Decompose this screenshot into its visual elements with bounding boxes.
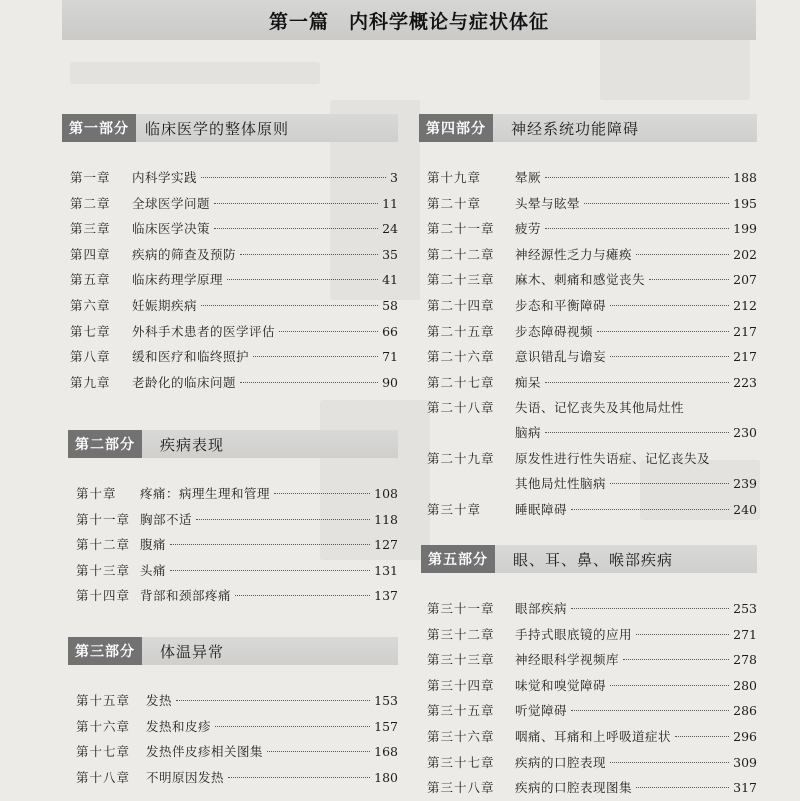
chapter-label: 第二十二章: [427, 246, 495, 262]
page-title: 第一篇 内科学概论与症状体征: [268, 10, 549, 33]
chapter-label: 第三十七章: [427, 754, 495, 770]
chapter-title: 咽痛、耳痛和上呼吸道症状: [515, 728, 672, 744]
page-number: 217: [733, 323, 757, 339]
toc-entry[interactable]: [419, 370, 757, 396]
toc-entry[interactable]: [68, 583, 398, 609]
section-part-2: [68, 430, 398, 615]
chapter-title: 内科学实践: [132, 170, 198, 185]
chapter-title: 疼痛：病理生理和管理: [140, 486, 271, 501]
page-number: 317: [733, 780, 757, 796]
chapter-label: 第二十四章: [427, 297, 495, 313]
dot-leader: [214, 203, 378, 204]
toc-entry[interactable]: [62, 191, 398, 217]
section-part-1: [62, 114, 398, 404]
chapter-title: 神经源性乏力与瘫痪: [515, 246, 633, 262]
dot-leader: [571, 509, 729, 510]
chapter-title-line2: [515, 420, 757, 446]
page-number: 118: [374, 511, 398, 527]
toc-entry[interactable]: [62, 293, 398, 319]
page-number: 195: [733, 195, 757, 211]
toc-entry[interactable]: [421, 750, 757, 776]
dot-leader: [227, 279, 378, 280]
chapter-title: 腹痛: [140, 537, 167, 553]
chapter-label: 第三十一章: [427, 601, 495, 616]
toc-entry[interactable]: [419, 216, 757, 242]
page-title-bar: [62, 0, 756, 40]
chapter-label: 第九章: [70, 374, 111, 390]
chapter-label: 第十三章: [76, 562, 131, 578]
chapter-title: 妊娠期疾病: [132, 297, 198, 313]
section-header: [419, 114, 757, 142]
dot-leader: [274, 493, 370, 494]
dot-leader: [545, 382, 729, 383]
toc-entry[interactable]: [419, 319, 757, 345]
toc-entry[interactable]: [68, 481, 398, 507]
chapter-title: 疾病的口腔表现图集: [515, 780, 633, 796]
chapter-label: 第七章: [70, 323, 111, 339]
page-number: 66: [382, 323, 398, 339]
part-tag: 第五部分: [421, 545, 495, 573]
page-number: 271: [733, 626, 757, 642]
toc-entry[interactable]: [421, 622, 757, 648]
chapter-label: 第十八章: [76, 769, 131, 785]
page-number: 180: [374, 769, 398, 785]
dot-leader: [636, 787, 729, 788]
chapter-title-continued: 其他局灶性脑病: [515, 476, 607, 492]
dot-leader: [228, 777, 370, 778]
part-tag: 第四部分: [419, 114, 493, 142]
dot-leader: [636, 634, 729, 635]
section-header: [68, 430, 398, 458]
chapter-title: 味觉和嗅觉障碍: [515, 677, 607, 693]
page-number: 168: [374, 744, 398, 760]
dot-leader: [240, 254, 378, 255]
part-tag: 第一部分: [62, 114, 136, 142]
chapter-label: 第二十六章: [427, 349, 495, 365]
toc-entry[interactable]: [421, 673, 757, 699]
page-number: 280: [733, 677, 757, 693]
chapter-label: 第四章: [70, 246, 111, 262]
dot-leader: [215, 726, 370, 727]
dot-leader: [636, 254, 729, 255]
toc-list: [68, 688, 398, 790]
chapter-label: 第三十二章: [427, 626, 495, 642]
chapter-label: 第二十章: [427, 195, 482, 211]
chapter-title: 发热伴皮疹相关图集: [146, 744, 264, 760]
chapter-title: 临床药理学原理: [132, 272, 224, 288]
dot-leader: [623, 659, 729, 660]
chapter-title: 麻木、刺痛和感觉丧失: [515, 272, 646, 288]
chapter-label: 第十七章: [76, 744, 131, 760]
toc-entry[interactable]: [419, 165, 757, 191]
toc-entry[interactable]: [62, 267, 398, 293]
chapter-title: 全球医学问题: [132, 195, 211, 211]
chapter-title: 痴呆: [515, 374, 542, 390]
toc-entry[interactable]: [421, 647, 757, 673]
page-number: 90: [382, 374, 398, 390]
section-header: [68, 637, 398, 665]
page-number: 278: [733, 652, 757, 668]
chapter-title: 不明原因发热: [146, 769, 225, 785]
chapter-title: 疾病的筛查及预防: [132, 246, 237, 262]
page-number: 309: [733, 754, 757, 770]
section-part-3: [68, 637, 398, 797]
section-title: 临床医学的整体原则: [145, 119, 290, 138]
page-number: 71: [382, 349, 398, 365]
chapter-title: 神经眼科学视频库: [515, 652, 620, 668]
chapter-label: 第三十三章: [427, 652, 495, 668]
dot-leader: [545, 228, 729, 229]
chapter-label: 第十二章: [76, 537, 131, 553]
page-number: 217: [733, 349, 757, 365]
page-number: 35: [382, 246, 398, 262]
chapter-title: 疲劳: [515, 221, 542, 237]
dot-leader: [267, 751, 370, 752]
dot-leader: [610, 356, 729, 357]
chapter-title-continued: 脑病: [515, 425, 542, 441]
dot-leader: [584, 203, 729, 204]
dot-leader: [545, 177, 729, 178]
chapter-title: 外科手术患者的医学评估: [132, 323, 276, 339]
chapter-title: 听觉障碍: [515, 703, 568, 719]
toc-list: [68, 481, 398, 609]
page-number: 296: [733, 728, 757, 744]
dot-leader: [571, 710, 729, 711]
chapter-title: 头痛: [140, 562, 167, 578]
page-number: 58: [382, 297, 398, 313]
chapter-label: 第二十九章: [427, 451, 495, 467]
section-title: 体温异常: [160, 642, 225, 661]
toc-entry[interactable]: [419, 395, 757, 446]
chapter-title: 发热和皮疹: [146, 718, 212, 734]
section-title: 神经系统功能障碍: [511, 119, 640, 138]
chapter-title: 晕厥: [515, 170, 542, 185]
page-number: 253: [733, 601, 757, 616]
chapter-label: 第三章: [70, 221, 111, 237]
toc-entry[interactable]: [421, 596, 757, 622]
page-number: 286: [733, 703, 757, 719]
toc-entry[interactable]: [62, 319, 398, 345]
dot-leader: [545, 432, 729, 433]
dot-leader: [649, 279, 729, 280]
chapter-label: 第二章: [70, 195, 111, 211]
chapter-label: 第二十三章: [427, 272, 495, 288]
page-number: 202: [733, 246, 757, 262]
chapter-label: 第十五章: [76, 693, 131, 708]
bleed-through-mark: [70, 62, 320, 84]
chapter-title-line2: [515, 471, 757, 497]
toc-entry[interactable]: [419, 293, 757, 319]
section-header: [62, 114, 398, 142]
toc-entry[interactable]: [68, 739, 398, 765]
chapter-label: 第十六章: [76, 718, 131, 734]
toc-entry[interactable]: [68, 507, 398, 533]
section-title: 眼、耳、鼻、喉部疾病: [513, 550, 674, 569]
toc-list: [419, 165, 757, 523]
chapter-title: 眼部疾病: [515, 601, 568, 616]
part-tag: 第三部分: [68, 637, 142, 665]
page-number: 212: [733, 297, 757, 313]
page-number: 153: [374, 693, 398, 708]
chapter-label: 第十四章: [76, 588, 131, 604]
toc-entry[interactable]: [419, 242, 757, 268]
dot-leader: [214, 228, 378, 229]
chapter-label: 第十九章: [427, 170, 482, 185]
page-number: 230: [733, 425, 757, 441]
chapter-label: 第六章: [70, 297, 111, 313]
chapter-title: 老龄化的临床问题: [132, 374, 237, 390]
chapter-label: 第十一章: [76, 511, 131, 527]
section-header: [421, 545, 757, 573]
toc-entry[interactable]: [62, 370, 398, 396]
toc-entry[interactable]: [62, 165, 398, 191]
toc-entry[interactable]: [68, 558, 398, 584]
chapter-label: 第二十七章: [427, 374, 495, 390]
toc-entry[interactable]: [419, 446, 757, 497]
toc-entry[interactable]: [419, 267, 757, 293]
toc-entry[interactable]: [419, 191, 757, 217]
chapter-label: 第二十一章: [427, 221, 495, 237]
chapter-title: 发热: [146, 693, 173, 708]
page-number: 3: [390, 170, 398, 185]
dot-leader: [610, 685, 729, 686]
section-title: 疾病表现: [160, 435, 225, 454]
dot-leader: [610, 762, 729, 763]
dot-leader: [610, 483, 729, 484]
page-number: 108: [374, 486, 398, 501]
chapter-label: 第三十五章: [427, 703, 495, 719]
dot-leader: [201, 177, 386, 178]
chapter-label: 第十章: [76, 486, 117, 501]
toc-entry[interactable]: [421, 724, 757, 750]
chapter-title: 步态障碍视频: [515, 323, 594, 339]
toc-entry[interactable]: [419, 497, 757, 523]
dot-leader: [196, 519, 370, 520]
chapter-label: 第三十八章: [427, 780, 495, 796]
page-number: 24: [382, 221, 398, 237]
page-number: 41: [382, 272, 398, 288]
chapter-title: 步态和平衡障碍: [515, 297, 607, 313]
dot-leader: [279, 331, 378, 332]
dot-leader: [170, 544, 370, 545]
dot-leader: [235, 595, 370, 596]
toc-entry[interactable]: [68, 714, 398, 740]
page-number: 240: [733, 502, 757, 518]
toc-entry[interactable]: [421, 698, 757, 724]
toc-list: [421, 596, 757, 801]
part-tag: 第二部分: [68, 430, 142, 458]
chapter-title: 头晕与眩晕: [515, 195, 581, 211]
chapter-title: 睡眠障碍: [515, 502, 568, 518]
chapter-title: 手持式眼底镜的应用: [515, 626, 633, 642]
chapter-label: 第二十五章: [427, 323, 495, 339]
dot-leader: [253, 356, 378, 357]
page-number: 223: [733, 374, 757, 390]
page-number: 188: [733, 170, 757, 185]
chapter-title: 缓和医疗和临终照护: [132, 349, 250, 365]
chapter-label: 第八章: [70, 349, 111, 365]
page-number: 131: [374, 562, 398, 578]
chapter-title: 背部和颈部疼痛: [140, 588, 232, 604]
chapter-label: 第一章: [70, 170, 111, 185]
chapter-title: 胸部不适: [140, 511, 193, 527]
dot-leader: [240, 382, 378, 383]
section-part-5: [421, 545, 757, 800]
chapter-title: 原发性进行性失语症、记忆丧失及: [515, 451, 711, 467]
toc-entry[interactable]: [62, 344, 398, 370]
dot-leader: [571, 608, 729, 609]
toc-list: [62, 165, 398, 395]
dot-leader: [675, 736, 729, 737]
toc-entry[interactable]: [68, 688, 398, 714]
chapter-title: 临床医学决策: [132, 221, 211, 237]
page-number: 127: [374, 537, 398, 553]
page-number: 239: [733, 476, 757, 492]
toc-entry[interactable]: [421, 775, 757, 801]
chapter-title: 失语、记忆丧失及其他局灶性: [515, 400, 685, 416]
dot-leader: [597, 331, 729, 332]
dot-leader: [176, 700, 370, 701]
page-number: 199: [733, 221, 757, 237]
dot-leader: [610, 305, 729, 306]
toc-entry[interactable]: [62, 242, 398, 268]
chapter-label: 第三十四章: [427, 677, 495, 693]
page-number: 157: [374, 718, 398, 734]
chapter-label: 第三十六章: [427, 728, 495, 744]
section-part-4: [419, 114, 757, 524]
page-number: 137: [374, 588, 398, 604]
chapter-label: 第五章: [70, 272, 111, 288]
chapter-label: 第三十章: [427, 502, 482, 518]
dot-leader: [170, 570, 370, 571]
toc-entry[interactable]: [68, 532, 398, 558]
toc-entry[interactable]: [419, 344, 757, 370]
page-number: 207: [733, 272, 757, 288]
chapter-title: 意识错乱与谵妄: [515, 349, 607, 365]
toc-entry[interactable]: [62, 216, 398, 242]
chapter-label: 第二十八章: [427, 400, 495, 416]
page-number: 11: [382, 195, 398, 211]
toc-entry[interactable]: [68, 765, 398, 791]
dot-leader: [201, 305, 378, 306]
chapter-title: 疾病的口腔表现: [515, 754, 607, 770]
